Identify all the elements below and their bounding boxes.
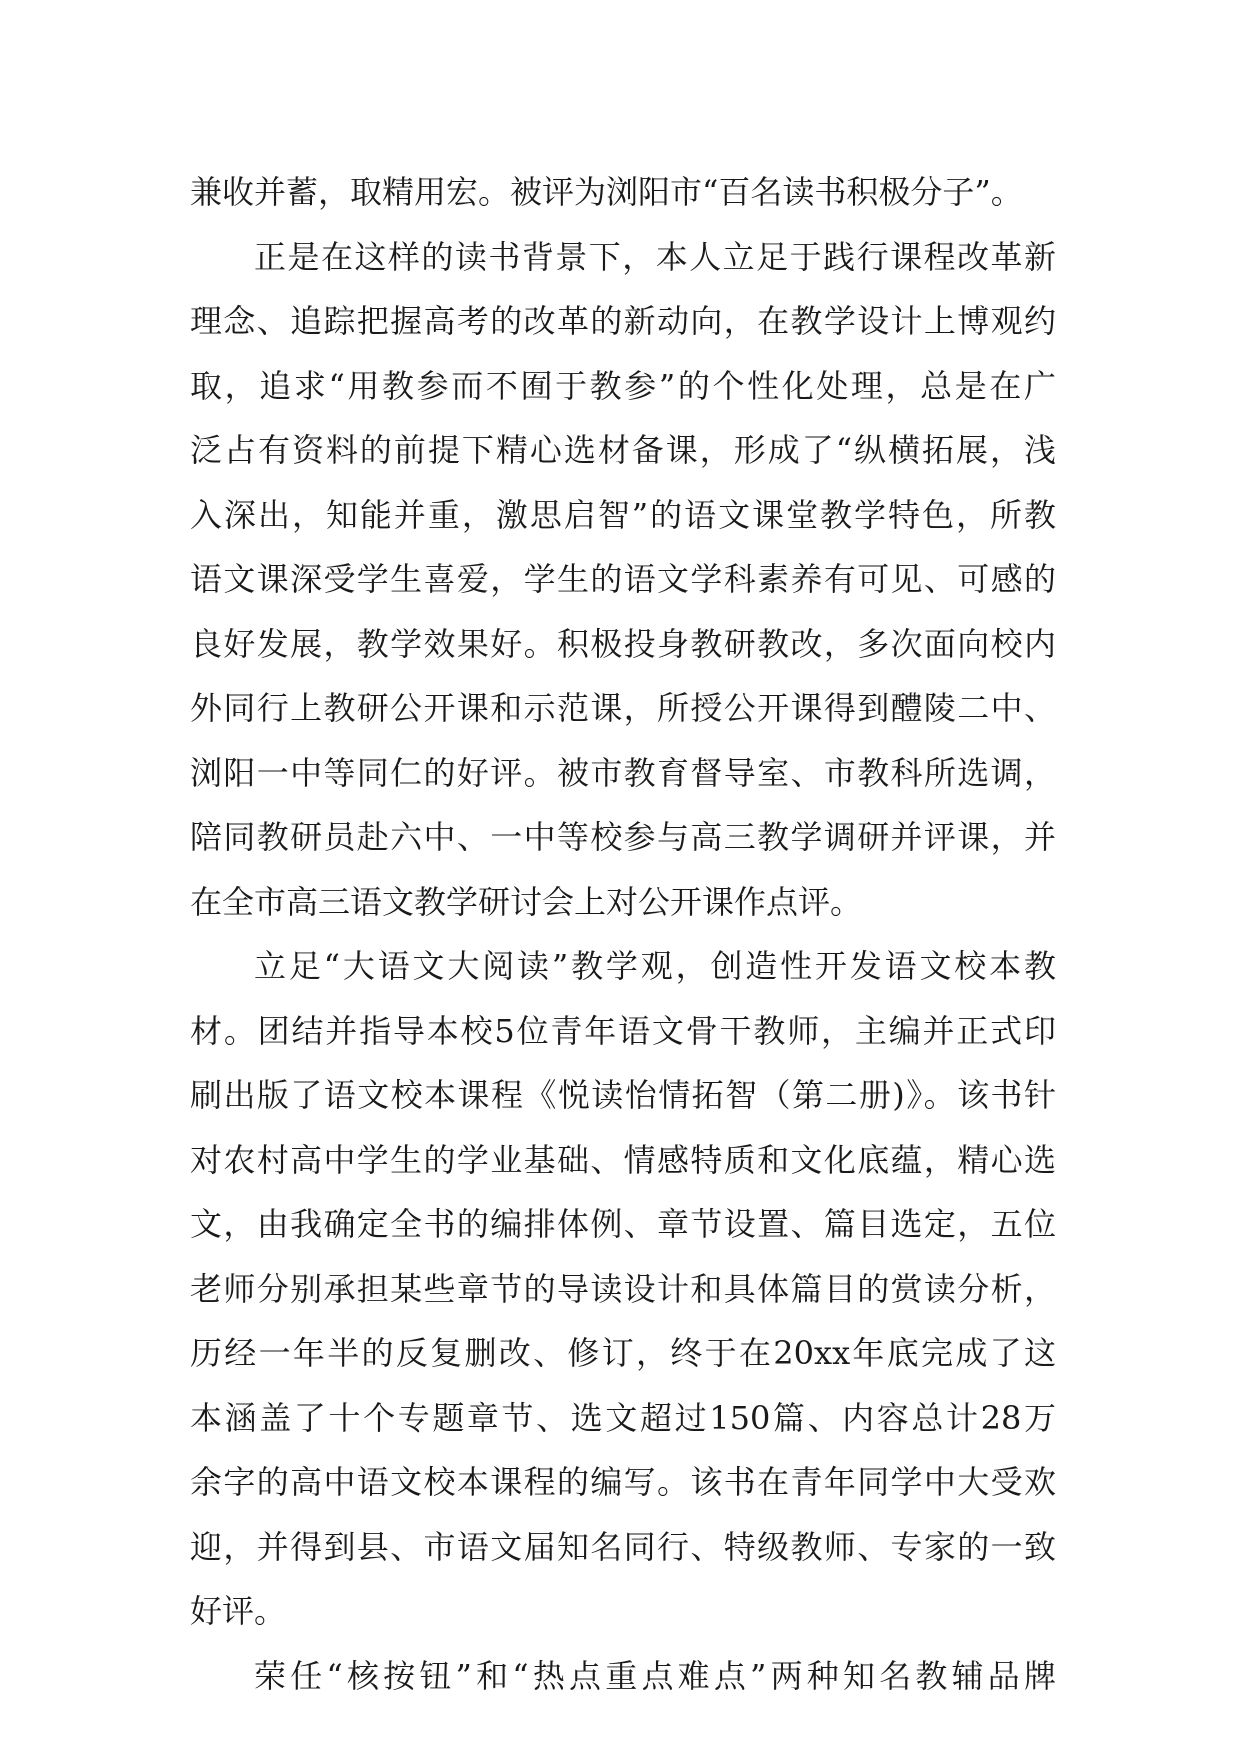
text-line: 语文课深受学生喜爱，学生的语文学科素养有可见、可感的	[190, 560, 1056, 598]
text-line: 本涵盖了十个专题章节、选文超过150篇、内容总计28万	[190, 1398, 1056, 1437]
text-line: 老师分别承担某些章节的导读设计和具体篇目的赏读分析，	[190, 1269, 1056, 1308]
text-line: 正是在这样的读书背景下，本人立足于践行课程改革新	[254, 237, 1056, 276]
text-line: 外同行上教研公开课和示范课，所授公开课得到醴陵二中、	[190, 689, 1056, 727]
text-line: 文，由我确定全书的编排体例、章节设置、篇目选定，五位	[190, 1205, 1056, 1243]
text-line: 刷出版了语文校本课程《悦读怡情拓智（第二册)》。该书针	[190, 1076, 1056, 1114]
text-line: 材。团结并指导本校5位青年语文骨干教师，主编并正式印	[190, 1011, 1056, 1050]
text-line: 好评。	[190, 1592, 287, 1630]
text-line: 入深出，知能并重，激思启智”的语文课堂教学特色，所教	[190, 495, 1056, 534]
text-line: 良好发展，教学效果好。积极投身教研教改，多次面向校内	[190, 624, 1056, 663]
text-line: 对农村高中学生的学业基础、情感特质和文化底蕴，精心选	[190, 1140, 1056, 1179]
text-line: 取，追求“用教参而不囿于教参”的个性化处理，总是在广	[190, 366, 1056, 405]
text-line: 在全市高三语文教学研讨会上对公开课作点评。	[190, 882, 863, 921]
text-line: 理念、追踪把握高考的改革的新动向，在教学设计上博观约	[190, 302, 1056, 340]
document-body	[190, 160, 1056, 1708]
text-line: 泛占有资料的前提下精心选材备课，形成了“纵横拓展，浅	[190, 431, 1056, 469]
text-line: 立足“大语文大阅读”教学观，创造性开发语文校本教	[254, 947, 1056, 985]
text-line: 浏阳一中等同仁的好评。被市教育督导室、市教科所选调，	[190, 753, 1056, 792]
text-line: 历经一年半的反复删改、修订，终于在20xx年底完成了这	[190, 1334, 1056, 1372]
text-line: 兼收并蓄，取精用宏。被评为浏阳市“百名读书积极分子”。	[190, 173, 1023, 211]
text-line: 余字的高中语文校本课程的编写。该书在青年同学中大受欢	[190, 1463, 1056, 1501]
text-line: 荣任“核按钮”和“热点重点难点”两种知名教辅品牌	[254, 1656, 1056, 1695]
text-line: 迎，并得到县、市语文届知名同行、特级教师、专家的一致	[190, 1527, 1056, 1566]
text-line: 陪同教研员赴六中、一中等校参与高三教学调研并评课，并	[190, 818, 1056, 856]
